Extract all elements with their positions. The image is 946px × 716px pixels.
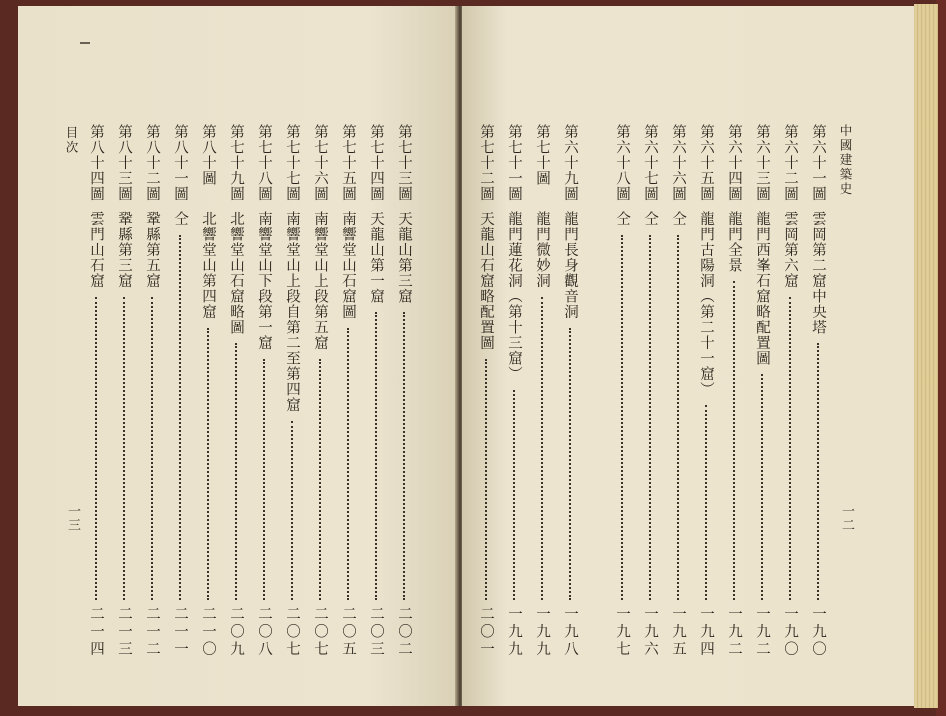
figure-number: 第七十一圖 bbox=[506, 124, 522, 202]
leader-dots bbox=[123, 297, 125, 601]
leader-dots bbox=[541, 297, 543, 601]
figure-title: 南響堂山下段第一窟 bbox=[256, 211, 272, 351]
figure-title: 仝 bbox=[614, 211, 630, 227]
toc-entry bbox=[474, 6, 498, 706]
leader-dots bbox=[733, 281, 735, 600]
entry-page-number: 二〇二 bbox=[396, 606, 412, 659]
running-header: 中國建築史 bbox=[838, 124, 853, 197]
leader-dots bbox=[207, 328, 209, 601]
left-page bbox=[18, 6, 458, 706]
figure-number: 第八十四圖 bbox=[88, 124, 104, 202]
figure-title: 北響堂山第四窟 bbox=[200, 211, 216, 320]
leader-dots bbox=[375, 312, 377, 600]
figure-number: 第六十六圖 bbox=[670, 124, 686, 202]
toc-entry bbox=[252, 6, 276, 706]
page-number: 一二 bbox=[839, 504, 854, 532]
entry-page-number: 一九〇 bbox=[782, 606, 798, 659]
toc-entry bbox=[502, 6, 526, 706]
figure-title: 天龍山第一窟 bbox=[368, 211, 384, 304]
figure-number: 第六十五圖 bbox=[698, 124, 714, 202]
entry-page-number: 一九五 bbox=[670, 606, 686, 659]
toc-entry bbox=[666, 6, 690, 706]
leader-dots bbox=[649, 235, 651, 601]
figure-number: 第六十九圖 bbox=[562, 124, 578, 202]
figure-number: 第八十一圖 bbox=[172, 124, 188, 202]
toc-entry bbox=[778, 6, 802, 706]
figure-title: 龍門西峯石窟略配置圖 bbox=[754, 211, 770, 366]
entry-page-number: 一九九 bbox=[534, 606, 550, 659]
leader-dots bbox=[151, 297, 153, 601]
leader-dots bbox=[677, 235, 679, 601]
figure-number: 第六十四圖 bbox=[726, 124, 742, 202]
toc-entry bbox=[196, 6, 220, 706]
toc-entry bbox=[392, 6, 416, 706]
figure-title: 南響堂山上段第五窟 bbox=[312, 211, 328, 351]
entry-page-number: 二一二 bbox=[144, 606, 160, 659]
toc-entry bbox=[806, 6, 830, 706]
figure-title: 雲岡第二窟中央塔 bbox=[810, 211, 826, 335]
figure-title: 雲岡第六窟 bbox=[782, 211, 798, 289]
leader-dots bbox=[513, 390, 515, 601]
figure-title: 南響堂山石窟圖 bbox=[340, 211, 356, 320]
toc-entry bbox=[530, 6, 554, 706]
right-page bbox=[462, 6, 914, 706]
entry-page-number: 一九四 bbox=[698, 606, 714, 659]
leader-dots bbox=[291, 421, 293, 601]
figure-number: 第六十七圖 bbox=[642, 124, 658, 202]
figure-title: 鞏縣第三窟 bbox=[116, 211, 132, 289]
leader-dots bbox=[179, 235, 181, 601]
toc-entry bbox=[308, 6, 332, 706]
figure-title: 鞏縣第五窟 bbox=[144, 211, 160, 289]
figure-number: 第七十八圖 bbox=[256, 124, 272, 202]
toc-entry bbox=[694, 6, 718, 706]
figure-title: 龍門蓮花洞（第十三窟） bbox=[506, 211, 522, 382]
running-header: 目次 bbox=[64, 126, 79, 155]
leader-dots bbox=[235, 343, 237, 600]
figure-title: 南響堂山上段自第二至第四窟 bbox=[284, 211, 300, 413]
figure-number: 第七十二圖 bbox=[478, 124, 494, 202]
entry-page-number: 二〇七 bbox=[312, 606, 328, 659]
toc-entry bbox=[364, 6, 388, 706]
toc-entry bbox=[140, 6, 164, 706]
figure-title: 仝 bbox=[642, 211, 658, 227]
toc-entry bbox=[750, 6, 774, 706]
entry-page-number: 二一四 bbox=[88, 606, 104, 659]
figure-title: 龍門全景 bbox=[726, 211, 742, 273]
leader-dots bbox=[705, 405, 707, 600]
figure-title: 龍門微妙洞 bbox=[534, 211, 550, 289]
entry-page-number: 一九七 bbox=[614, 606, 630, 659]
entry-page-number: 二一三 bbox=[116, 606, 132, 659]
toc-entry bbox=[610, 6, 634, 706]
toc-entry bbox=[84, 6, 108, 706]
entry-page-number: 一九〇 bbox=[810, 606, 826, 659]
figure-title: 天龍山第三窟 bbox=[396, 211, 412, 304]
figure-number: 第七十六圖 bbox=[312, 124, 328, 202]
figure-number: 第六十二圖 bbox=[782, 124, 798, 202]
leader-dots bbox=[817, 343, 819, 600]
toc-entry bbox=[224, 6, 248, 706]
toc-entry bbox=[336, 6, 360, 706]
figure-number: 第七十三圖 bbox=[396, 124, 412, 202]
figure-number: 第七十四圖 bbox=[368, 124, 384, 202]
page-number: 一三 bbox=[65, 504, 80, 532]
entry-page-number: 二〇八 bbox=[256, 606, 272, 659]
figure-number: 第六十一圖 bbox=[810, 124, 826, 202]
leader-dots bbox=[485, 359, 487, 601]
entry-page-number: 一九二 bbox=[754, 606, 770, 659]
figure-title: 仝 bbox=[670, 211, 686, 227]
figure-number: 第六十三圖 bbox=[754, 124, 770, 202]
figure-number: 第六十八圖 bbox=[614, 124, 630, 202]
entry-page-number: 二〇九 bbox=[228, 606, 244, 659]
leader-dots bbox=[319, 359, 321, 601]
entry-page-number: 一九八 bbox=[562, 606, 578, 659]
figure-title: 龍門古陽洞（第二十一窟） bbox=[698, 211, 714, 397]
entry-page-number: 一九二 bbox=[726, 606, 742, 659]
figure-number: 第八十三圖 bbox=[116, 124, 132, 202]
figure-number: 第七十五圖 bbox=[340, 124, 356, 202]
leader-dots bbox=[789, 297, 791, 601]
leader-dots bbox=[569, 328, 571, 601]
leader-dots bbox=[263, 359, 265, 601]
entry-page-number: 一九九 bbox=[506, 606, 522, 659]
figure-title: 雲門山石窟 bbox=[88, 211, 104, 289]
entry-page-number: 二〇一 bbox=[478, 606, 494, 659]
leader-dots bbox=[347, 328, 349, 601]
leader-dots bbox=[761, 374, 763, 600]
figure-number: 第七十圖 bbox=[534, 124, 550, 186]
entry-page-number: 二一〇 bbox=[200, 606, 216, 659]
toc-entry bbox=[112, 6, 136, 706]
entry-page-number: 一九六 bbox=[642, 606, 658, 659]
toc-entry bbox=[558, 6, 582, 706]
leader-dots bbox=[403, 312, 405, 600]
toc-entry bbox=[280, 6, 304, 706]
leader-dots bbox=[95, 297, 97, 601]
figure-title: 仝 bbox=[172, 211, 188, 227]
entry-page-number: 二〇七 bbox=[284, 606, 300, 659]
entry-page-number: 二〇三 bbox=[368, 606, 384, 659]
toc-entry bbox=[638, 6, 662, 706]
page-fore-edge bbox=[914, 4, 938, 708]
entry-page-number: 二〇五 bbox=[340, 606, 356, 659]
figure-title: 龍門長身觀音洞 bbox=[562, 211, 578, 320]
toc-entry bbox=[722, 6, 746, 706]
figure-number: 第七十九圖 bbox=[228, 124, 244, 202]
figure-number: 第七十七圖 bbox=[284, 124, 300, 202]
figure-title: 北響堂山石窟略圖 bbox=[228, 211, 244, 335]
entry-page-number: 二一一 bbox=[172, 606, 188, 659]
toc-entry bbox=[168, 6, 192, 706]
leader-dots bbox=[621, 235, 623, 601]
figure-title: 天龍山石窟略配置圖 bbox=[478, 211, 494, 351]
figure-number: 第八十二圖 bbox=[144, 124, 160, 202]
figure-number: 第八十圖 bbox=[200, 124, 216, 186]
